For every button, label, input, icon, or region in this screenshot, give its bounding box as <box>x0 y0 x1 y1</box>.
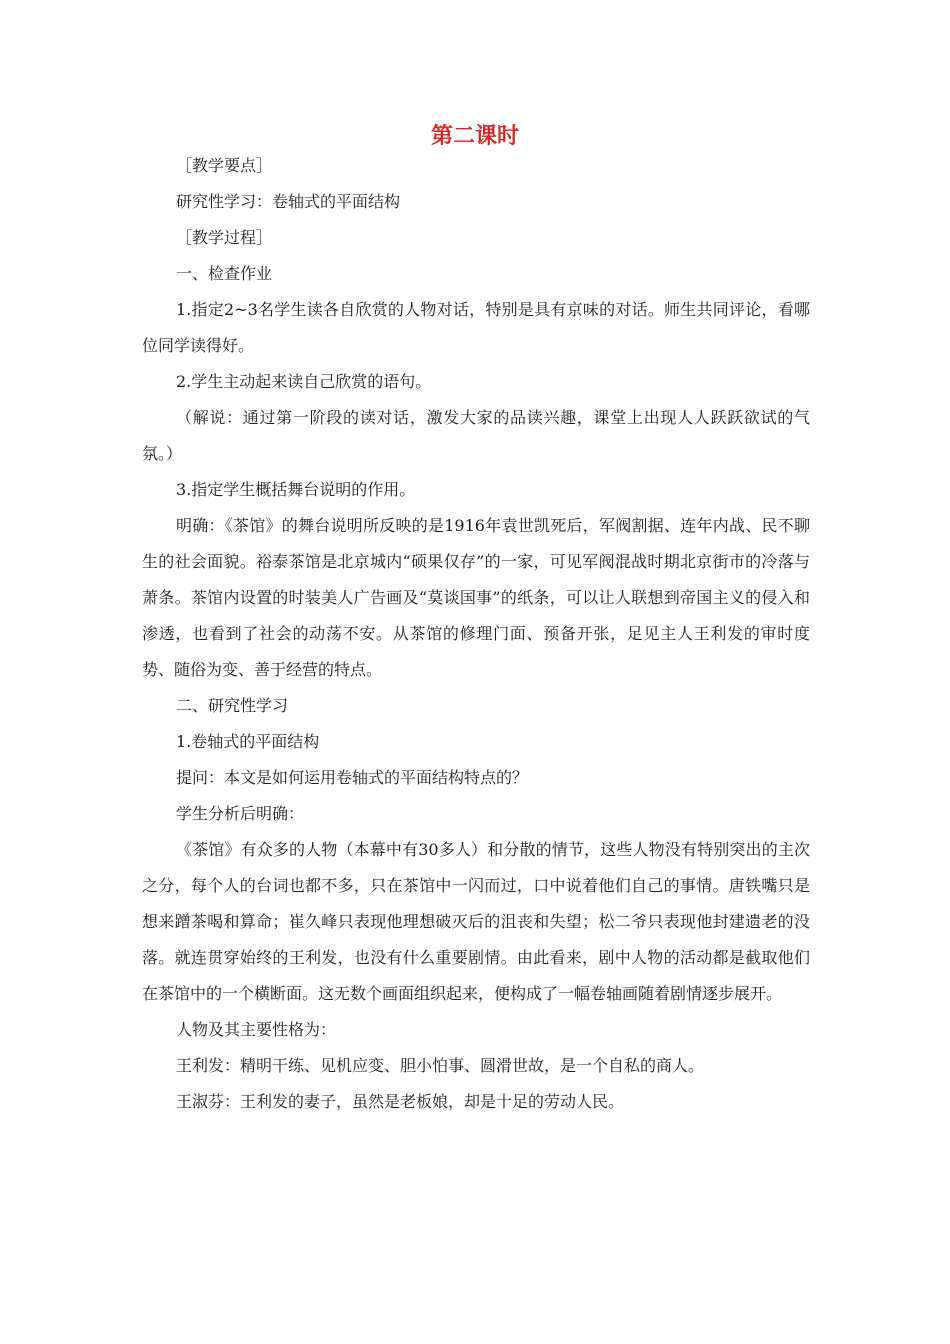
page-title: 第二课时 <box>430 124 519 149</box>
paragraph-item-1: 1.指定2~3名学生读各自欣赏的人物对话，特别是具有京味的对话。师生共同评论，看哪位同学读得好。 <box>142 300 810 355</box>
paragraph-item-3: 3.指定学生概括舞台说明的作用。 <box>176 480 416 499</box>
paragraph-student-analysis: 学生分析后明确： <box>176 804 305 823</box>
section-label-key-points: ［教学要点］ <box>176 156 273 175</box>
subheading-scroll-structure: 1.卷轴式的平面结构 <box>176 732 320 751</box>
document-body <box>142 148 810 1120</box>
paragraph-commentary: （解说：通过第一阶段的读对话，激发大家的品读兴趣，课堂上出现人人跃跃欲试的气氛。） <box>142 408 810 463</box>
paragraph-character-wang-shufen: 王淑芬：王利发的妻子，虽然是老板娘，却是十足的劳动人民。 <box>176 1092 625 1111</box>
key-point-text: 研究性学习：卷轴式的平面结构 <box>176 192 401 211</box>
paragraph-characters-intro: 人物及其主要性格为： <box>176 1020 337 1039</box>
paragraph-question: 提问：本文是如何运用卷轴式的平面结构特点的？ <box>176 768 529 787</box>
paragraph-teahouse-analysis: 《茶馆》有众多的人物（本幕中有30多人）和分散的情节，这些人物没有特别突出的主次之分，每个人的台词也都不多，只在茶馆中一闪而过，口中说着他们自己的事情。唐铁嘴只是想来蹭茶喝和算命；崔久峰只表现他理想破灭后的沮丧和失望；松二爷只表现他封建遗老的没落。就连贯穿始终的王利发，也没有什么重要剧情。由此看来，剧中人物的活动都是截取他们在茶馆中的一个横断面。这无数个画面组织起来，便构成了一幅卷轴画随着剧情逐步展开。 <box>142 840 810 1003</box>
paragraph-item-2: 2.学生主动起来读自己欣赏的语句。 <box>176 372 432 391</box>
heading-check-homework: 一、检查作业 <box>176 264 273 283</box>
section-label-process: ［教学过程］ <box>176 228 273 247</box>
paragraph-character-wang-lifa: 王利发：精明干练、见机应变、胆小怕事、圆滑世故，是一个自私的商人。 <box>176 1056 705 1075</box>
paragraph-clarification: 明确：《茶馆》的舞台说明所反映的是1916年袁世凯死后，军阀割据、连年内战、民不聊生的社会面貌。裕泰茶馆是北京城内“硕果仅存”的一家，可见军阀混战时期北京街市的冷落与萧条。茶馆内设置的时装美人广告画及“莫谈国事”的纸条，可以让人联想到帝国主义的侵入和渗透，也看到了社会的动荡不安。从茶馆的修理门面、预备开张，足见主人王利发的审时度势、随俗为变、善于经营的特点。 <box>142 516 810 679</box>
heading-research-study: 二、研究性学习 <box>176 696 289 715</box>
